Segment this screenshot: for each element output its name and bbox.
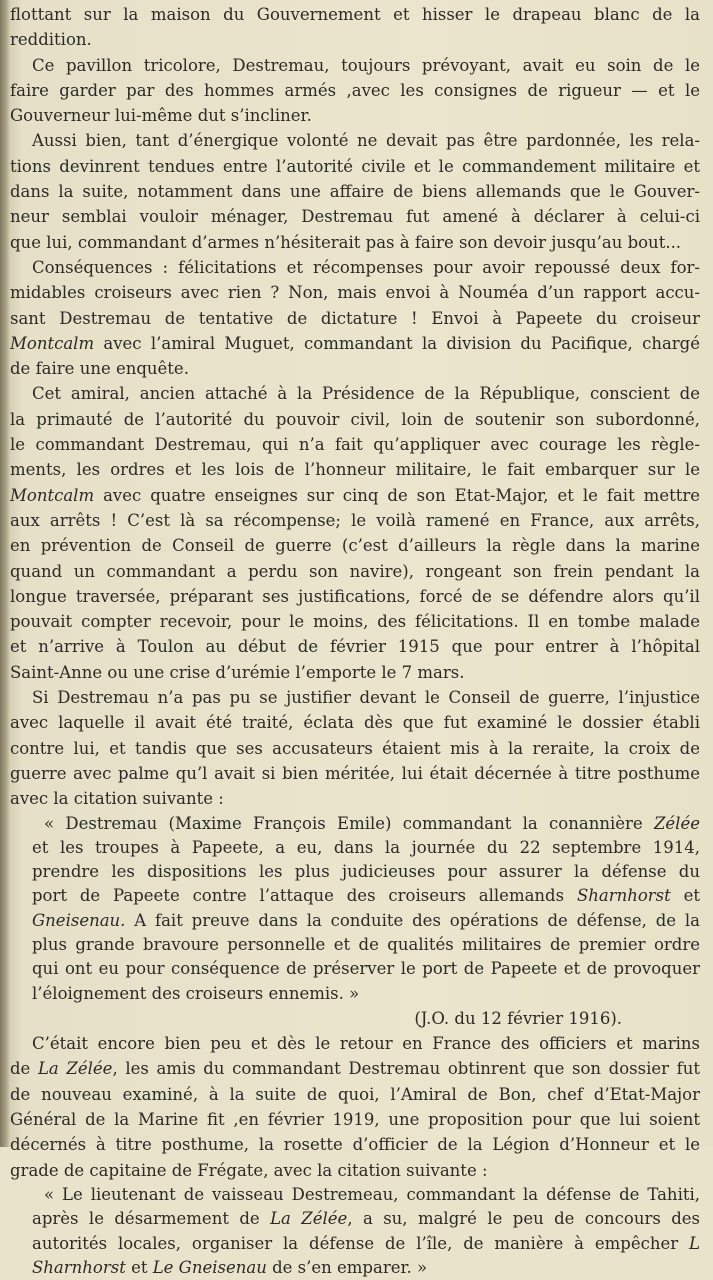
- text-line: en prévention de Conseil de guerre (c’est d’ailleurs la règle dans la marine: [10, 536, 700, 556]
- text-segment: et: [125, 1257, 153, 1277]
- text-line: faire garder par des hommes armés ,avec les consignes de rigueur — et le: [10, 80, 700, 100]
- text-line: Gouverneur lui-même dut s’incliner.: [10, 106, 312, 126]
- text-segment: , a su, malgré le peu de concours des: [347, 1209, 700, 1229]
- text-line: l’éloignement des croiseurs ennemis. »: [32, 983, 360, 1003]
- text-line: C’était encore bien peu et dès le retour en France des officiers et marins: [32, 1034, 700, 1054]
- text-segment: de: [10, 1059, 38, 1079]
- text-line: et les troupes à Papeete, a eu, dans la journée du 22 septembre 1914,: [32, 837, 700, 857]
- text-line: [10, 1256, 700, 1280]
- text-line: quand un commandant a perdu son navire), rongeant son frein pendant la: [10, 561, 700, 581]
- text-line: [10, 331, 700, 356]
- text-segment: de s’en emparer. »: [266, 1257, 428, 1277]
- text-segment: après le désarmement de: [32, 1209, 271, 1229]
- italic-segment: La Zélée: [270, 1209, 348, 1229]
- text-line: (J.O. du 12 février 1916).: [414, 1008, 622, 1028]
- text-line: Cet amiral, ancien attaché à la Présidence de la République, conscient de: [32, 384, 700, 404]
- text-line: Conséquences : félicitations et récompenses pour avoir repoussé deux for-: [32, 257, 700, 277]
- text-line: de nouveau examiné, à la suite de quoi, l’Amiral de Bon, chef d’Etat-Major: [10, 1084, 700, 1104]
- text-line: la primauté de l’autorité du pouvoir civil, loin de soutenir son subordonné,: [10, 409, 700, 429]
- text-line: guerre avec palme qu’l avait si bien méritée, lui était décernée à titre posthume: [10, 763, 700, 783]
- text-line: « Le lieutenant de vaisseau Destremeau, commandant la défense de Tahiti,: [44, 1184, 700, 1204]
- text-line: [10, 483, 700, 508]
- text-line: aux arrêts ! C’est là sa récompense; le voilà ramené en France, aux arrêts,: [10, 510, 700, 530]
- text-line: décernés à titre posthume, la rosette d’officier de la Légion d’Honneur et le: [10, 1135, 700, 1155]
- text-line: qui ont eu pour conséquence de préserver le port de Papeete et de provoquer: [32, 959, 700, 979]
- italic-segment: L: [689, 1233, 700, 1253]
- text-line: contre lui, et tandis que ses accusateurs étaient mis à la reraite, la croix de: [10, 738, 700, 758]
- italic-segment: Sharnhorst: [32, 1257, 126, 1277]
- text-line: et n’arrive à Toulon au début de février 1915 que pour entrer à l’hôpital: [10, 637, 700, 657]
- text-segment: avec quatre enseignes sur cinq de son Etat-Major, et le fait mettre: [94, 485, 700, 505]
- text-line: dans la suite, notamment dans une affaire de biens allemands que le Gouver-: [10, 182, 700, 202]
- text-line: plus grande bravoure personnelle et de qualités militaires de premier ordre: [32, 934, 700, 954]
- italic-segment: Zélée: [653, 813, 700, 833]
- text-line: [10, 1232, 700, 1256]
- text-segment: avec l’amiral Muguet, commandant la division du Pacifique, chargé: [94, 333, 700, 353]
- text-line: tions devinrent tendues entre l’autorité civile et le commandement militaire et: [10, 156, 700, 176]
- text-line: reddition.: [10, 30, 92, 50]
- text-segment: et: [670, 886, 700, 906]
- italic-segment: Montcalm: [10, 485, 95, 505]
- text-line: midables croiseurs avec rien ? Non, mais envoi à Nouméa d’un rapport accu-: [10, 283, 700, 303]
- text-line: Aussi bien, tant d’énergique volonté ne devait pas être pardonnée, les rela-: [32, 131, 700, 151]
- text-line: [10, 1207, 700, 1231]
- text-line: Si Destremau n’a pas pu se justifier devant le Conseil de guerre, l’injustice: [32, 688, 700, 708]
- text-line: Général de la Marine fit ,en février 1919, une proposition pour que lui soient: [10, 1110, 700, 1130]
- text-line: grade de capitaine de Frégate, avec la citation suivante :: [10, 1160, 488, 1180]
- text-line: [10, 884, 700, 908]
- text-line: neur semblai vouloir ménager, Destremau fut amené à déclarer à celui-ci: [10, 207, 700, 227]
- page-text-block: [10, 2, 700, 1280]
- text-line: Ce pavillon tricolore, Destremau, toujours prévoyant, avait eu soin de le: [32, 55, 700, 75]
- text-segment: port de Papeete contre l’attaque des croiseurs allemands: [32, 886, 577, 906]
- italic-segment: Le Gneisenau: [152, 1257, 267, 1277]
- text-line: [10, 1056, 700, 1081]
- text-line: de faire une enquête.: [10, 359, 189, 379]
- italic-segment: Sharnhorst: [576, 886, 671, 906]
- italic-segment: Montcalm: [10, 333, 95, 353]
- text-line: flottant sur la maison du Gouvernement et hisser le drapeau blanc de la: [10, 5, 700, 24]
- text-line: ments, les ordres et les lois de l’honneur militaire, le fait embarquer sur le: [10, 460, 700, 480]
- text-segment: autorités locales, organiser la défense de l’île, de manière à empêcher: [32, 1233, 690, 1253]
- text-line: sant Destremau de tentative de dictature ! Envoi à Papeete du croiseur: [10, 308, 700, 328]
- text-line: le commandant Destremau, qui n’a fait qu’appliquer avec courage les règle-: [10, 435, 700, 455]
- book-gutter-shadow: [0, 0, 10, 1147]
- italic-segment: Gneisenau.: [32, 910, 126, 930]
- text-line: [10, 909, 700, 933]
- text-line: longue traversée, préparant ses justifications, forcé de se défendre alors qu’il: [10, 586, 700, 606]
- text-line: que lui, commandant d’armes n’hésiterait pas à faire son devoir jusqu’au bout...: [10, 232, 682, 252]
- text-line: [10, 812, 700, 836]
- text-line: prendre les dispositions les plus judicieuses pour assurer la défense du: [32, 862, 700, 882]
- italic-segment: La Zélée: [37, 1059, 113, 1079]
- text-segment: A fait preuve dans la conduite des opérations de défense, de la: [125, 910, 700, 930]
- text-line: avec la citation suivante :: [10, 789, 224, 809]
- text-segment: , les amis du commandant Destremau obtinrent que son dossier fut: [112, 1059, 700, 1079]
- text-line: pouvait compter recevoir, pour le moins, des félicitations. Il en tombe malade: [10, 612, 700, 632]
- text-line: avec laquelle il avait été traité, éclata dès que fut examiné le dossier établi: [10, 713, 700, 733]
- text-segment: « Destremau (Maxime François Emile) commandant la conannière: [44, 813, 654, 833]
- text-line: Saint-Anne ou une crise d’urémie l’emporte le 7 mars.: [10, 662, 465, 682]
